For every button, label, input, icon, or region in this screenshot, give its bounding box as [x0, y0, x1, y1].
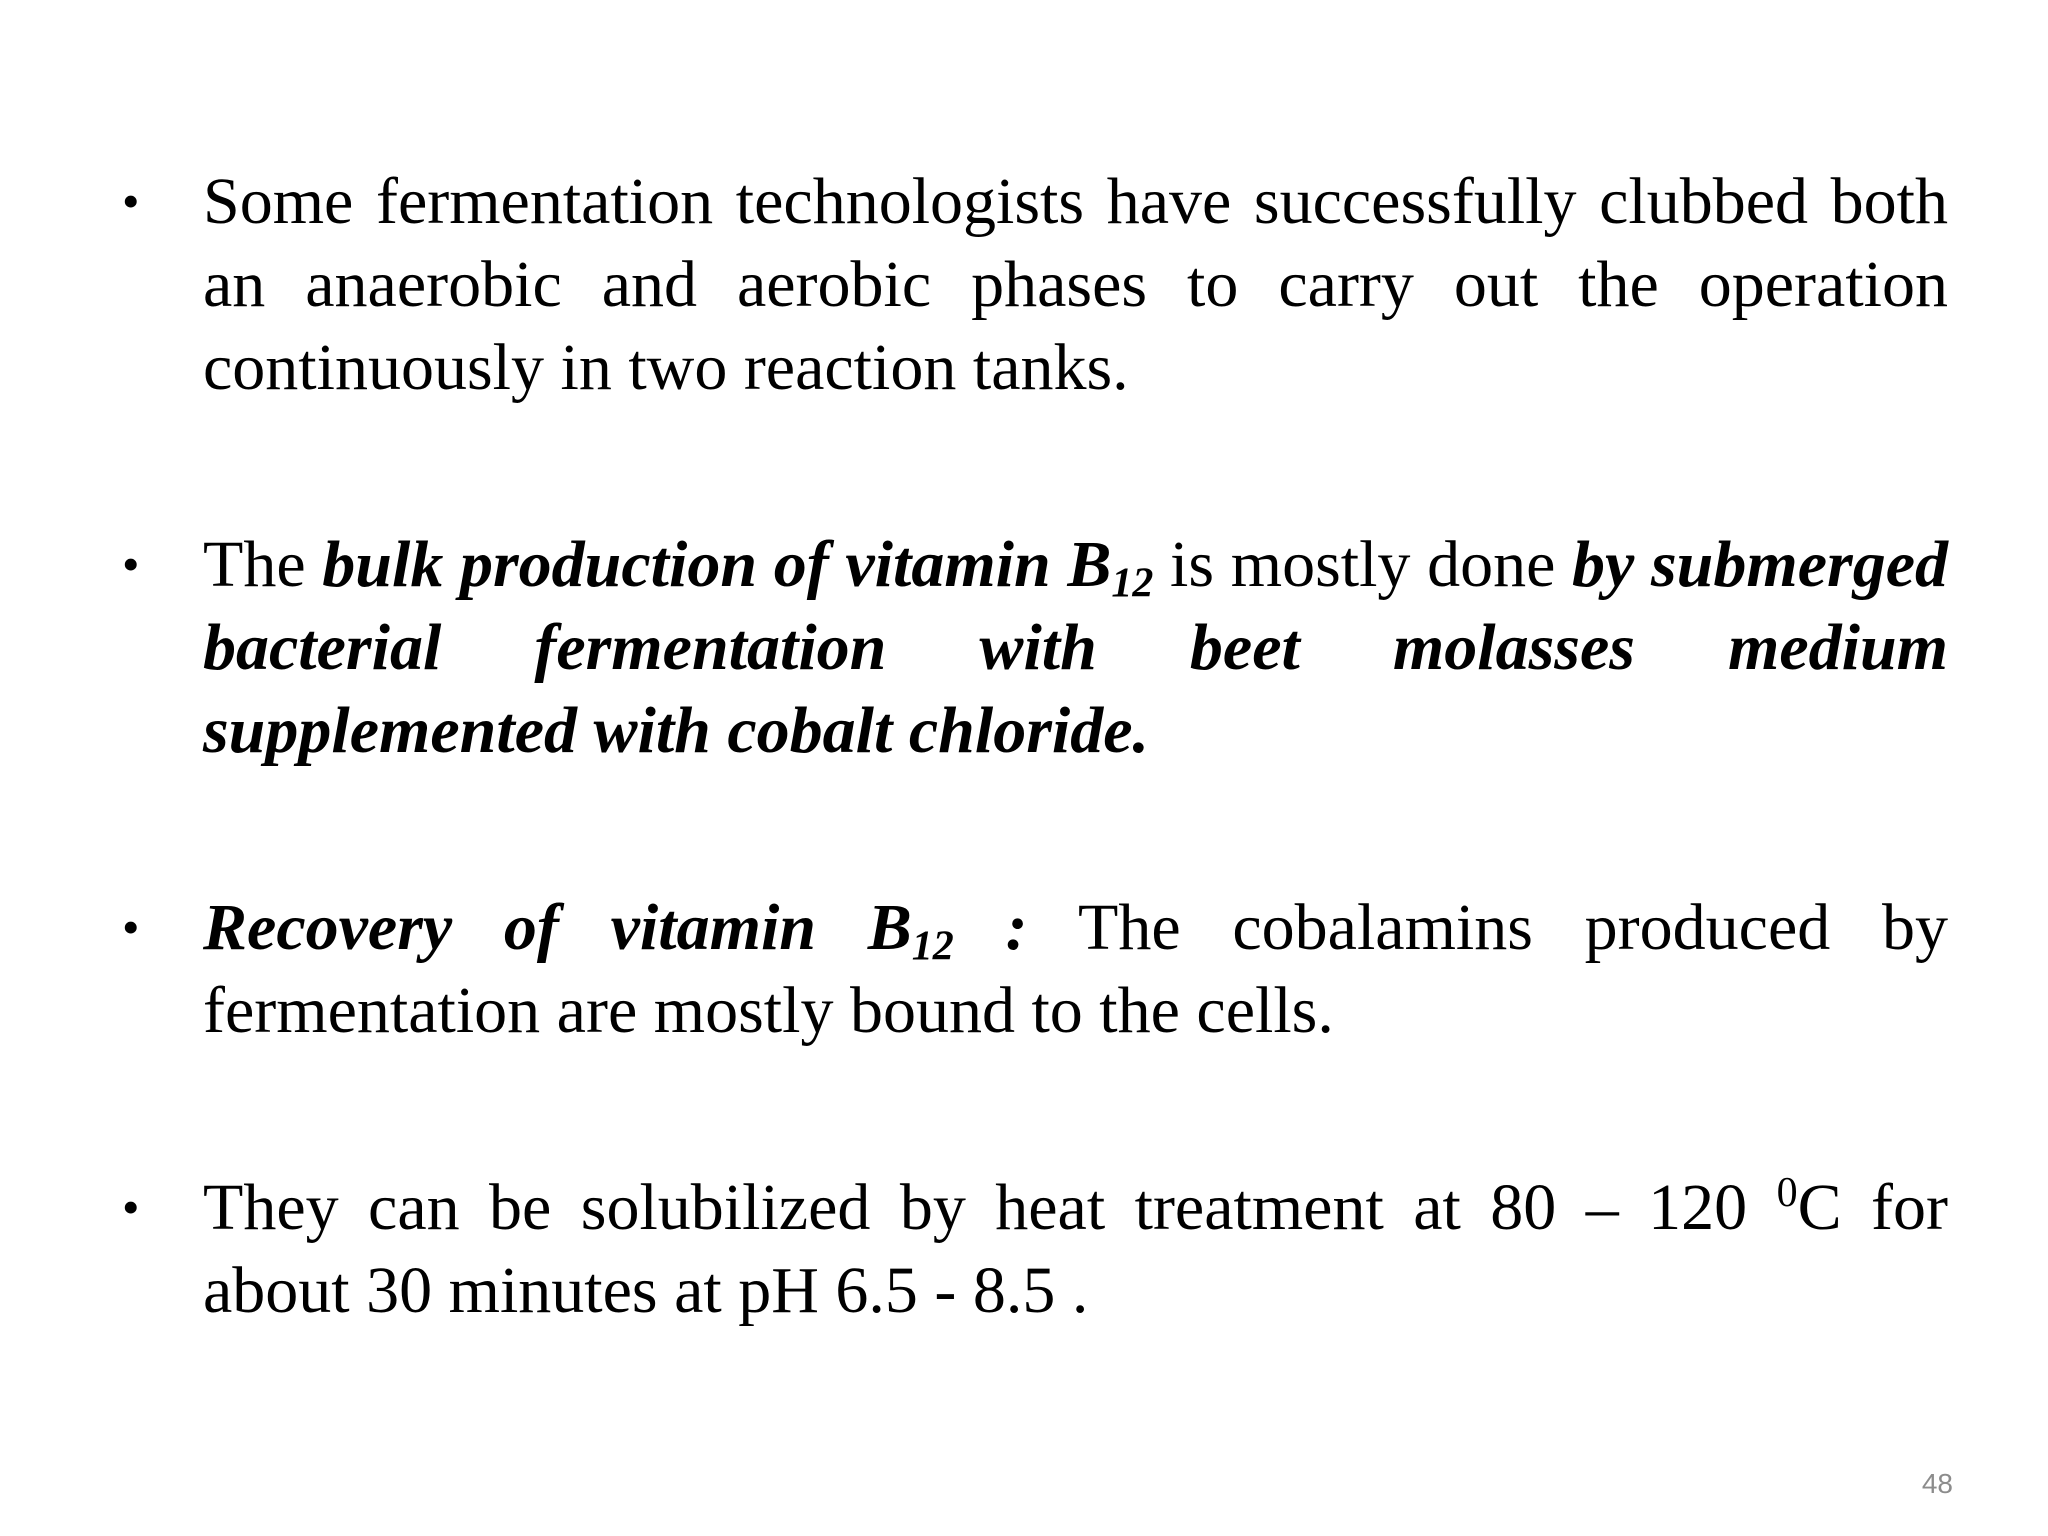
page-number: 48 — [1921, 1468, 1953, 1499]
bullet-list — [118, 160, 1948, 1332]
bullet-text-prefix: The — [203, 528, 323, 601]
bullet-item-heat-treatment — [118, 1166, 1948, 1332]
bullet-icon: • — [122, 1179, 140, 1235]
emphasis-colon: : — [953, 891, 1028, 964]
bullet-text-before: They can be solubilized by heat treatment at 80 – 120 — [203, 1171, 1777, 1244]
bullet-emphasis-recovery — [203, 891, 1028, 970]
subscript-12: 12 — [1111, 560, 1154, 607]
bullet-icon: • — [122, 173, 140, 229]
subscript-12: 12 — [911, 923, 954, 970]
degree-superscript: 0 — [1776, 1169, 1798, 1216]
emphasis-text: bulk production of vitamin B — [322, 528, 1112, 601]
bullet-emphasis-bulk-production — [322, 528, 1154, 607]
bullet-emphasis-fermentation-method: by submerged bacterial fermentation with beet molasses medium supplemented with cobalt chloride. — [203, 528, 1949, 767]
bullet-text: Some fermentation technologists have successfully clubbed both an anaerobic and aerobic phases to carry out the operation continuously in two reaction tanks. — [203, 165, 1948, 404]
emphasis-text: Recovery of vitamin B — [203, 891, 912, 964]
bullet-text-after: C for about 30 minutes at pH 6.5 - 8.5 . — [203, 1171, 1949, 1327]
bullet-item-fermentation-phases — [118, 160, 1948, 409]
bullet-icon: • — [122, 899, 140, 955]
bullet-text: The cobalamins produced by fermentation are mostly bound to the cells. — [203, 891, 1948, 1047]
bullet-icon: • — [122, 536, 140, 592]
bullet-item-recovery — [118, 886, 1948, 1052]
bullet-item-bulk-production — [118, 523, 1948, 772]
bullet-text-middle: is mostly done — [1153, 528, 1573, 601]
